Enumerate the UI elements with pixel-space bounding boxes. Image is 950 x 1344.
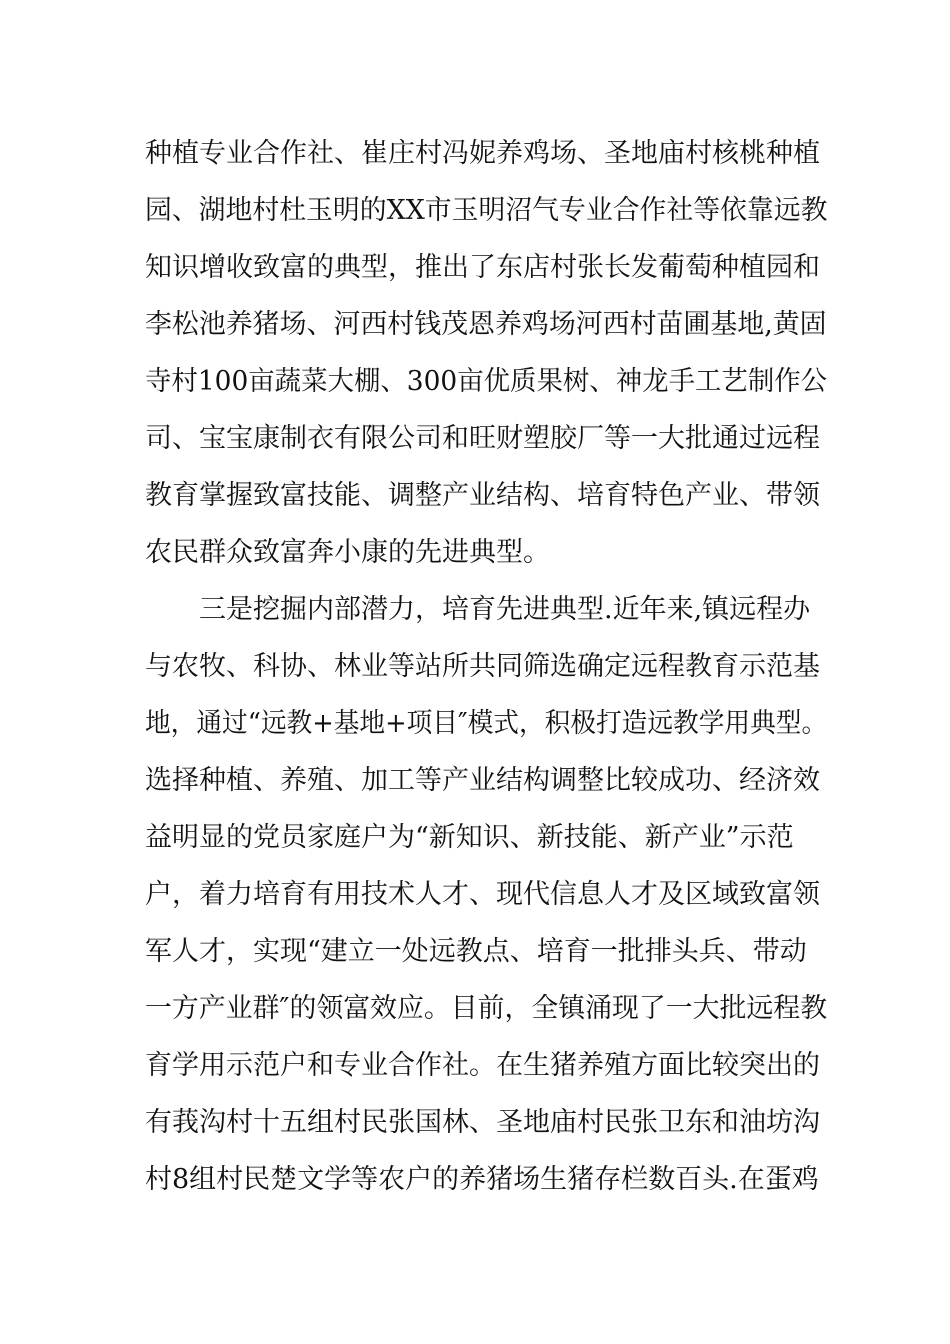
text-line-2: 园、湖地村杜玉明的XX市玉明沼气专业合作社等依靠远教 xyxy=(145,195,828,226)
text-line-19: 村8组村民楚文学等农户的养猪场生猪存栏数百头.在蛋鸡 xyxy=(145,1164,819,1195)
text-line-12: 选择种植、养殖、加工等产业结构调整比较成功、经济效 xyxy=(145,765,820,796)
text-line-4: 李松池养猪场、河西村钱茂恩养鸡场河西村苗圃基地,黄固 xyxy=(145,309,827,340)
text-line-17: 育学用示范户和专业合作社。在生猪养殖方面比较突出的 xyxy=(145,1050,820,1081)
text-line-7: 教育掌握致富技能、调整产业结构、培育特色产业、带领 xyxy=(145,480,820,511)
text-line-10: 与农牧、科协、林业等站所共同筛选确定远程教育示范基 xyxy=(145,651,820,682)
text-line-15: 军人才，实现“建立一处远教点、培育一批排头兵、带动 xyxy=(145,936,807,967)
text-line-3: 知识增收致富的典型，推出了东店村张长发葡萄种植园和 xyxy=(145,252,820,283)
paragraph-start-line: 三是挖掘内部潜力，培育先进典型.近年来,镇远程办 xyxy=(199,594,811,625)
text-line-13: 益明显的党员家庭户为“新知识、新技能、新产业”示范 xyxy=(145,822,794,853)
text-line-5: 寺村100亩蔬菜大棚、300亩优质果树、神龙手工艺制作公 xyxy=(145,366,828,397)
text-line-18: 有莪沟村十五组村民张国林、圣地庙村民张卫东和油坊沟 xyxy=(145,1107,820,1138)
text-line-11: 地，通过“远教+基地+项目″模式，积极打造远教学用典型。 xyxy=(145,708,828,739)
text-line-6: 司、宝宝康制衣有限公司和旺财塑胶厂等一大批通过远程 xyxy=(145,423,820,454)
text-line-1: 种植专业合作社、崔庄村冯妮养鸡场、圣地庙村核桃种植 xyxy=(145,138,820,169)
text-line-8: 农民群众致富奔小康的先进典型。 xyxy=(145,537,550,568)
text-line-14: 户，着力培育有用技术人才、现代信息人才及区域致富领 xyxy=(145,879,820,910)
text-line-16: 一方产业群″的领富效应。目前，全镇涌现了一大批远程教 xyxy=(145,993,828,1024)
